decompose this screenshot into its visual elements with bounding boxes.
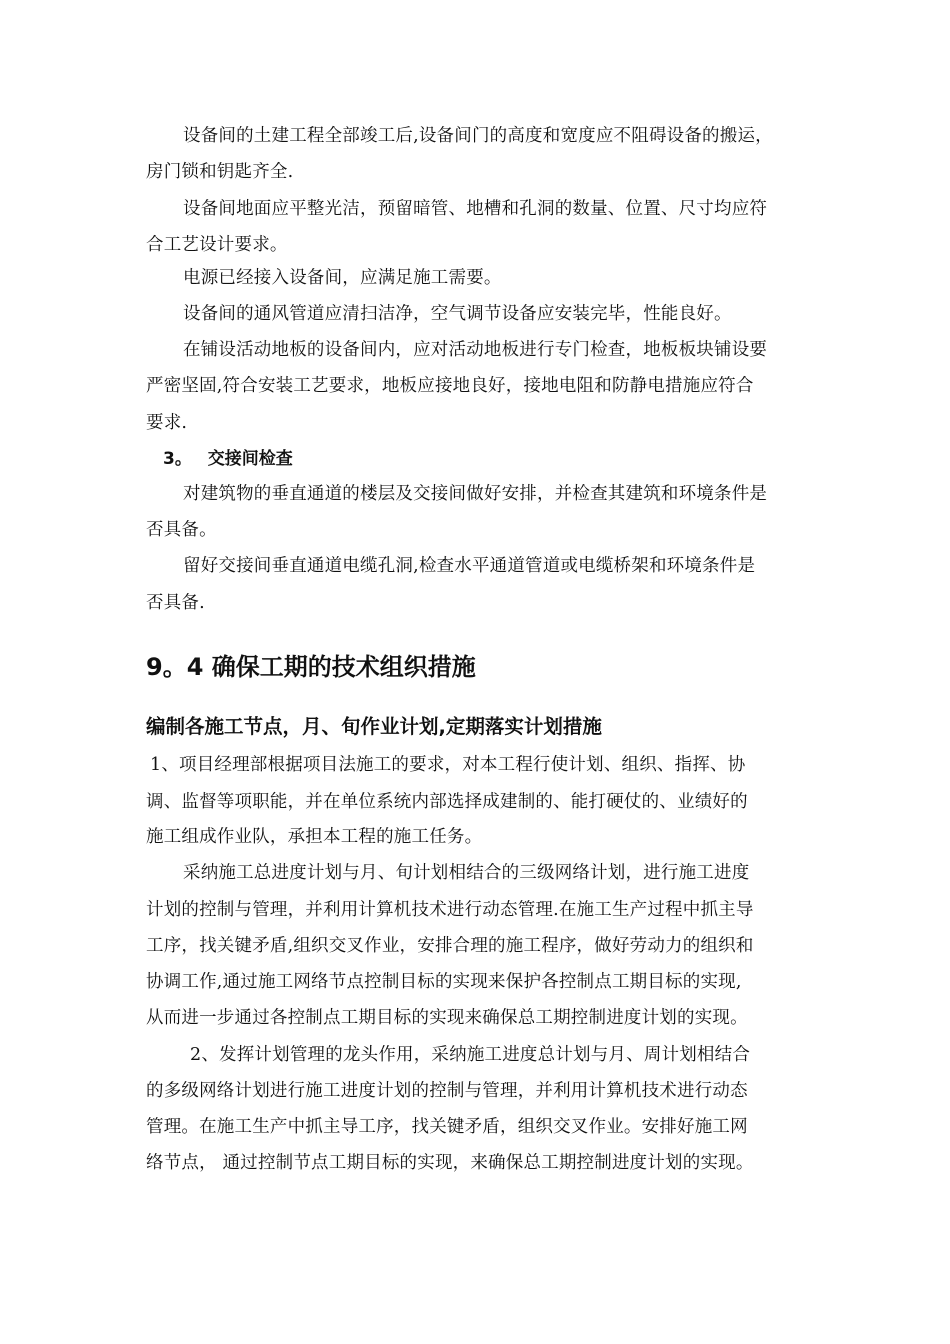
paragraph-line: 要求. (146, 413, 188, 433)
section-subheading: 编制各施工节点，月、旬作业计划,定期落实计划措施 (146, 715, 602, 738)
paragraph-line: 设备间地面应平整光洁，预留暗管、地槽和孔洞的数量、位置、尺寸均应符 (183, 199, 768, 219)
paragraph-line: 设备间的通风管道应清扫洁净，空气调节设备应安装完毕，性能良好。 (183, 304, 732, 324)
paragraph-line: 设备间的土建工程全部竣工后,设备间门的高度和宽度应不阻碍设备的搬运， (183, 126, 773, 146)
paragraph-line: 施工组成作业队，承担本工程的施工任务。 (146, 827, 483, 847)
subsection-number: 3。 (163, 449, 192, 469)
paragraph-line: 留好交接间垂直通道电缆孔洞,检查水平通道管道或电缆桥架和环境条件是 (183, 556, 756, 576)
paragraph-line: 调、监督等项职能，并在单位系统内部选择成建制的、能打硬仗的、业绩好的 (146, 792, 748, 812)
paragraph-line: 电源已经接入设备间，应满足施工需要。 (183, 268, 502, 288)
paragraph-line: 否具备。 (146, 520, 217, 540)
paragraph-line: 从而进一步通过各控制点工期目标的实现来确保总工期控制进度计划的实现。 (146, 1008, 748, 1028)
paragraph-line: 否具备. (146, 593, 205, 613)
subsection-heading (163, 447, 293, 471)
paragraph-line: 房门锁和钥匙齐全. (146, 162, 294, 182)
paragraph-line: 管理。在施工生产中抓主导工序，找关键矛盾，组织交叉作业。安排好施工网 (146, 1117, 748, 1137)
section-heading: 9。4 确保工期的技术组织措施 (146, 653, 476, 681)
paragraph-line: 对建筑物的垂直通道的楼层及交接间做好安排，并检查其建筑和环境条件是 (183, 484, 768, 504)
paragraph-line: 2、发挥计划管理的龙头作用，采纳施工进度总计划与月、周计划相结合 (190, 1045, 751, 1065)
paragraph-line: 严密坚固,符合安装工艺要求，地板应接地良好，接地电阻和防静电措施应符合 (146, 376, 754, 396)
subsection-title: 交接间检查 (207, 449, 293, 469)
paragraph-line: 计划的控制与管理，并利用计算机技术进行动态管理.在施工生产过程中抓主导 (146, 900, 754, 920)
paragraph-line: 协调工作,通过施工网络节点控制目标的实现来保护各控制点工期目标的实现, (146, 972, 742, 992)
paragraph-line: 工序，找关键矛盾,组织交叉作业，安排合理的施工程序，做好劳动力的组织和 (146, 936, 754, 956)
paragraph-line: 络节点， 通过控制节点工期目标的实现，来确保总工期控制进度计划的实现。 (146, 1153, 754, 1173)
paragraph-line: 采纳施工总进度计划与月、旬计划相结合的三级网络计划，进行施工进度 (183, 863, 750, 883)
paragraph-line: 合工艺设计要求。 (146, 235, 288, 255)
paragraph-line: 在铺设活动地板的设备间内，应对活动地板进行专门检查，地板板块铺设要 (183, 340, 768, 360)
paragraph-line: 1、项目经理部根据项目法施工的要求，对本工程行使计划、组织、指挥、协 (150, 755, 746, 775)
paragraph-line: 的多级网络计划进行施工进度计划的控制与管理，并利用计算机技术进行动态 (146, 1081, 748, 1101)
